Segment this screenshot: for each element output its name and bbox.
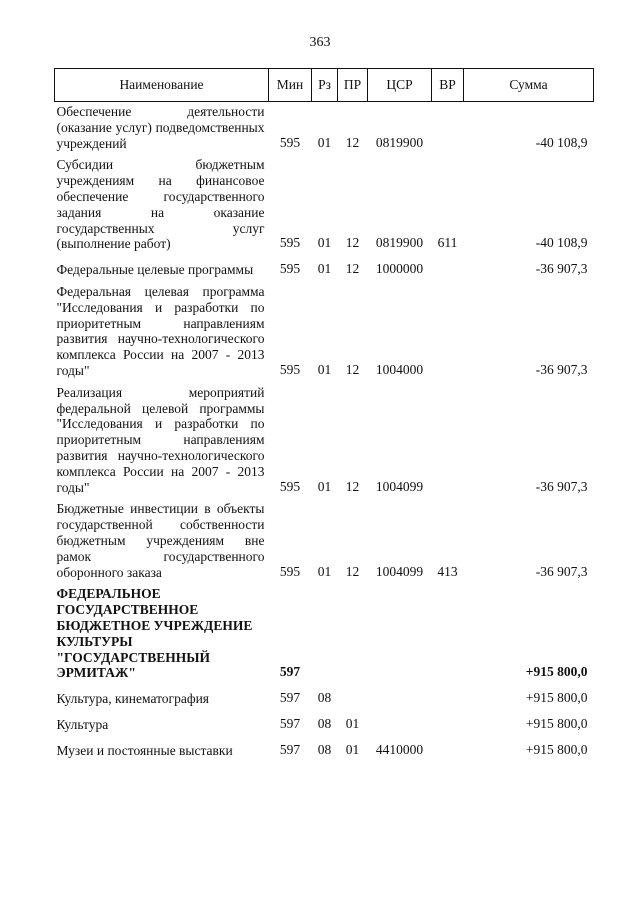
- row-name: Обеспечение деятельности (оказание услуг) подведомственных учреждений: [56, 104, 265, 151]
- row-pr: 12: [345, 361, 360, 377]
- row-sum: -36 907,3: [535, 563, 588, 579]
- table-row: [55, 685, 594, 711]
- row-csr: 1004099: [375, 478, 424, 494]
- row-vr: [432, 383, 464, 500]
- row-name: Федеральная целевая программа "Исследования и разработки по приоритетным направлениям развития научно-технологического комплекса России на 2007 - 2013 годы": [56, 283, 265, 378]
- row-min: 595: [279, 235, 301, 251]
- table-row: [55, 737, 594, 763]
- header-pr: ПР: [338, 69, 368, 102]
- row-name: Музеи и постоянные выставки: [56, 742, 233, 758]
- row-sum: +915 800,0: [525, 741, 588, 757]
- row-pr: 12: [345, 563, 360, 579]
- row-pr: [338, 584, 368, 685]
- row-name: Культура, кинематография: [56, 691, 210, 707]
- row-rz: 01: [317, 261, 332, 277]
- row-sum: -40 108,9: [535, 235, 588, 251]
- header-min: Мин: [269, 69, 312, 102]
- row-sum: -36 907,3: [535, 261, 588, 277]
- row-sum: +915 800,0: [525, 715, 588, 731]
- row-min: 595: [279, 134, 301, 150]
- row-pr: 01: [345, 715, 360, 731]
- row-sum: +915 800,0: [525, 690, 588, 706]
- row-csr: 0819900: [375, 134, 424, 150]
- row-name: Реализация мероприятий федеральной целевой программы "Исследования и разработки по приоритетным направлениям развития научно-технологического комплекса России на 2007 - 2013 годы": [56, 384, 265, 495]
- row-pr: 12: [345, 478, 360, 494]
- row-name: Культура: [56, 716, 109, 732]
- row-min: 597: [279, 741, 301, 757]
- table-row: [55, 383, 594, 500]
- row-min: 597: [279, 664, 301, 680]
- row-vr: 611: [437, 235, 458, 251]
- row-csr: [368, 711, 432, 737]
- row-rz: 01: [317, 478, 332, 494]
- row-vr: [432, 282, 464, 383]
- row-csr: [368, 584, 432, 685]
- row-rz: 01: [317, 563, 332, 579]
- row-rz: 01: [317, 235, 332, 251]
- budget-table: [54, 68, 594, 762]
- row-pr: 01: [345, 741, 360, 757]
- row-vr: [432, 256, 464, 282]
- row-pr: 12: [345, 134, 360, 150]
- row-csr: [368, 685, 432, 711]
- row-csr: 1004000: [375, 361, 424, 377]
- row-name: Федеральные целевые программы: [56, 262, 254, 278]
- row-min: 597: [279, 690, 301, 706]
- row-name: Субсидии бюджетным учреждениям на финансовое обеспечение государственного задания на оказание государственных услуг (выполнение работ): [56, 157, 265, 252]
- header-name: Наименование: [55, 69, 269, 102]
- row-csr: 0819900: [375, 235, 424, 251]
- row-rz: 01: [317, 361, 332, 377]
- table-row: [55, 256, 594, 282]
- row-vr: [432, 711, 464, 737]
- table-row: [55, 711, 594, 737]
- row-pr: 12: [345, 235, 360, 251]
- row-min: 595: [279, 361, 301, 377]
- row-csr: 1004099: [375, 563, 424, 579]
- row-min: 595: [279, 261, 301, 277]
- row-sum: +915 800,0: [525, 664, 588, 680]
- table-row: [55, 102, 594, 156]
- row-pr: 12: [345, 261, 360, 277]
- row-csr: 4410000: [375, 741, 424, 757]
- row-rz: 08: [317, 690, 332, 706]
- row-min: 595: [279, 563, 301, 579]
- header-rz: Рз: [312, 69, 338, 102]
- table-header-row: [55, 69, 594, 102]
- row-vr: [432, 737, 464, 763]
- row-sum: -36 907,3: [535, 478, 588, 494]
- table-row: [55, 584, 594, 685]
- header-vr: ВР: [432, 69, 464, 102]
- row-name: ФЕДЕРАЛЬНОЕ ГОСУДАРСТВЕННОЕ БЮДЖЕТНОЕ УЧРЕЖДЕНИЕ КУЛЬТУРЫ "ГОСУДАРСТВЕННЫЙ ЭРМИТАЖ": [56, 586, 253, 681]
- row-vr: 413: [437, 563, 458, 579]
- header-sum: Сумма: [464, 69, 594, 102]
- table-row: [55, 155, 594, 256]
- row-vr: [432, 685, 464, 711]
- row-min: 595: [279, 478, 301, 494]
- row-rz: [312, 584, 338, 685]
- page-number: 363: [309, 35, 331, 50]
- row-rz: 08: [317, 741, 332, 757]
- row-sum: -36 907,3: [535, 361, 588, 377]
- row-vr: [432, 102, 464, 156]
- table-row: [55, 282, 594, 383]
- header-csr: ЦСР: [368, 69, 432, 102]
- row-rz: 08: [317, 715, 332, 731]
- row-min: 597: [279, 715, 301, 731]
- row-pr: [338, 685, 368, 711]
- row-name: Бюджетные инвестиции в объекты государственной собственности бюджетным учреждениям вне рамок государственного оборонного заказа: [56, 501, 265, 580]
- row-csr: 1000000: [375, 261, 424, 277]
- table-row: [55, 499, 594, 584]
- row-rz: 01: [317, 134, 332, 150]
- row-sum: -40 108,9: [535, 134, 588, 150]
- row-vr: [432, 584, 464, 685]
